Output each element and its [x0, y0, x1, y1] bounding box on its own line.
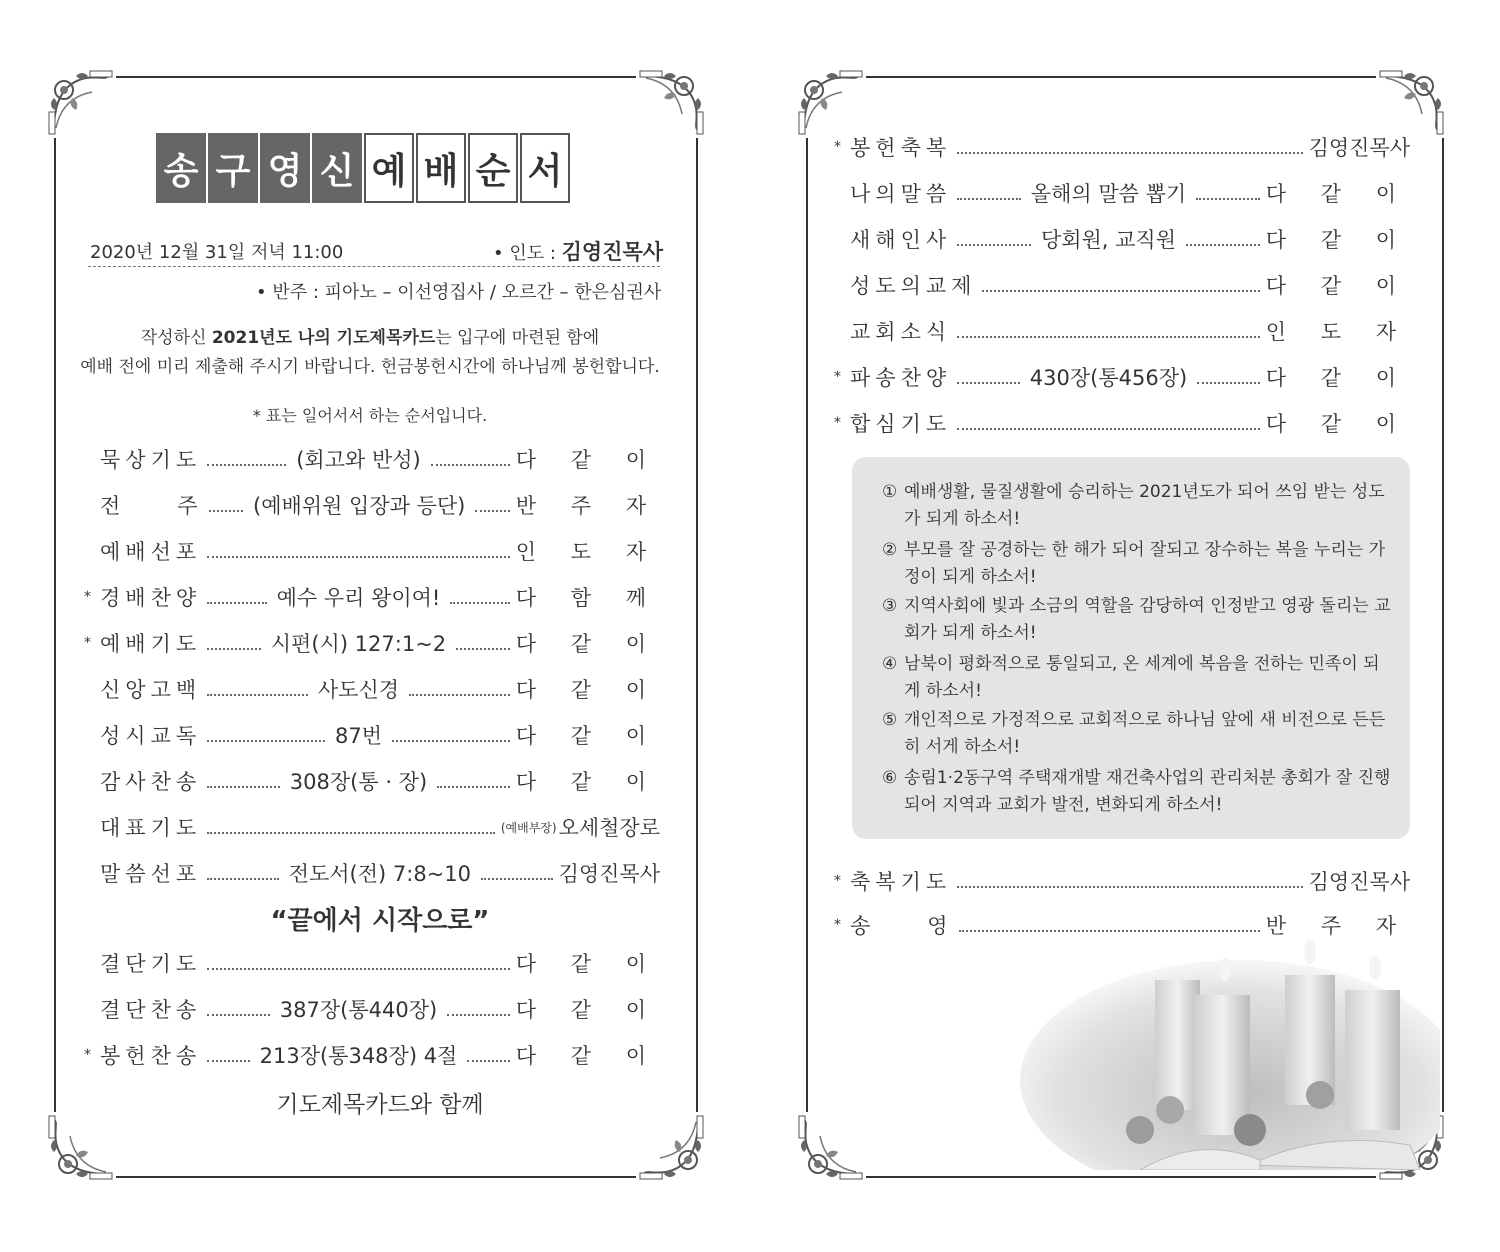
prayer-text: 개인적으로 가정적으로 교회적으로 하나님 앞에 새 비전으로 든든히 서게 하소서!	[904, 710, 1386, 757]
order-detail: 올해의 말씀 뽑기	[1030, 182, 1187, 206]
prayer-item	[882, 537, 1392, 591]
order-row	[84, 948, 660, 978]
service-leader	[493, 236, 663, 266]
dot-leader	[207, 968, 510, 970]
order-detail: 387장(통440장)	[279, 998, 438, 1022]
order-leader: 김영진목사	[558, 862, 661, 886]
stand-marker: *	[834, 415, 841, 431]
notice-bold: 2021년도 나의 기도제목카드	[211, 328, 436, 348]
title-char: 배	[416, 133, 466, 203]
dot-leader	[957, 382, 1020, 384]
dot-leader	[207, 464, 286, 466]
corner-ornament	[636, 1112, 706, 1182]
dot-leader	[392, 740, 510, 742]
order-leader: 다 같 이	[1265, 228, 1411, 252]
dot-leader	[207, 740, 325, 742]
order-row	[84, 444, 660, 474]
order-label: 경배찬양	[100, 586, 202, 610]
order-leader: 다 같 이	[1265, 412, 1410, 436]
prayer-item	[882, 707, 1392, 761]
dot-leader	[1196, 198, 1260, 200]
order-label: 예배선포	[100, 540, 202, 564]
dot-leader	[207, 602, 266, 604]
stand-note: * 표는 일어서서 하는 순서입니다.	[252, 406, 488, 425]
candle-illustration	[1020, 930, 1440, 1170]
stand-marker: *	[84, 1047, 91, 1063]
stand-marker: *	[834, 917, 841, 933]
order-leader: 반 주 자	[515, 494, 661, 518]
order-label: 합심기도	[850, 412, 952, 436]
order-label: 전 주	[100, 494, 203, 518]
order-leader: 다 같 이	[515, 632, 660, 656]
candle	[1195, 995, 1250, 1135]
order-row	[84, 720, 660, 750]
order-detail: 213장(통348장) 4절	[259, 1044, 458, 1068]
prayer-item	[882, 651, 1392, 705]
order-leader: 다 같 이	[515, 770, 661, 794]
prayer-number: ②	[882, 540, 898, 560]
card-notice-line2: 예배 전에 미리 제출해 주시기 바랍니다. 헌금봉헌시간에 하나님께 봉헌합니다.	[80, 357, 660, 377]
order-leader: 다 같 이	[515, 998, 661, 1022]
stand-marker: *	[84, 635, 91, 651]
order-leader: 다 같 이	[515, 678, 660, 702]
order-row	[84, 858, 660, 888]
order-row	[834, 132, 1410, 162]
order-detail: 87번	[334, 724, 382, 748]
stand-marker: *	[84, 589, 91, 605]
dot-leader	[437, 786, 510, 788]
title-char: 순	[468, 133, 518, 203]
bulletin-title	[156, 133, 570, 203]
order-row	[834, 866, 1410, 896]
prayer-number: ⑥	[882, 768, 898, 788]
order-leader: 다 같 이	[515, 724, 661, 748]
order-leader: 인 도 자	[515, 540, 660, 564]
prayer-text: 부모를 잘 공경하는 한 해가 되어 잘되고 장수하는 복을 누리는 가정이 되게 하소서!	[904, 540, 1386, 587]
divider	[88, 266, 660, 267]
dot-leader	[957, 886, 1302, 888]
order-detail: 전도서(전) 7:8~10	[288, 862, 472, 886]
title-char: 신	[312, 133, 362, 203]
corner-ornament	[1376, 68, 1446, 138]
order-row	[84, 1040, 660, 1070]
order-label: 축복기도	[850, 870, 952, 894]
service-datetime: 2020년 12월 31일 저녁 11:00	[90, 242, 344, 263]
order-label: 송 영	[850, 914, 953, 938]
order-leader: 다 함 께	[515, 586, 660, 610]
order-row	[84, 812, 660, 842]
dot-leader	[957, 152, 1302, 154]
dot-leader	[982, 290, 1259, 292]
title-char: 송	[156, 133, 206, 203]
title-char: 예	[364, 133, 414, 203]
leader-name: 김영진목사	[561, 240, 664, 264]
corner-ornament	[796, 1112, 866, 1182]
order-leader: 오세철장로	[558, 816, 660, 840]
order-leader: 김영진목사	[1308, 870, 1410, 894]
order-row	[834, 270, 1410, 300]
title-char: 영	[260, 133, 310, 203]
prayer-number: ⑤	[882, 710, 898, 730]
order-leader: 다 같 이	[1265, 366, 1411, 390]
dot-leader	[475, 510, 509, 512]
order-leader: 반 주 자	[1265, 914, 1410, 938]
dot-leader	[450, 602, 509, 604]
order-row	[84, 536, 660, 566]
order-row	[84, 582, 660, 612]
order-detail: 시편(시) 127:1~2	[270, 632, 447, 656]
order-label: 신앙고백	[100, 678, 202, 702]
leader-label: • 인도 :	[493, 243, 556, 264]
order-label: 말씀선포	[100, 862, 202, 886]
order-label: 봉헌축복	[850, 136, 952, 160]
order-detail: 예수 우리 왕이여!	[276, 586, 441, 610]
dot-leader	[481, 878, 553, 880]
order-detail: (회고와 반성)	[296, 448, 421, 472]
dot-leader	[456, 648, 510, 650]
title-char: 서	[520, 133, 570, 203]
notice-text: 작성하신	[140, 328, 212, 348]
stand-marker: *	[834, 873, 841, 889]
dot-leader	[207, 832, 495, 834]
order-label: 결단찬송	[100, 998, 202, 1022]
prayer-item	[882, 593, 1392, 647]
order-label: 봉헌찬송	[100, 1044, 202, 1068]
dot-leader	[431, 464, 510, 466]
order-row	[834, 178, 1410, 208]
dot-leader	[957, 336, 1260, 338]
candle	[1345, 990, 1400, 1130]
dot-leader	[207, 694, 308, 696]
order-leader: 다 같 이	[515, 1044, 661, 1068]
prayer-number: ①	[882, 482, 898, 502]
card-notice-line1	[60, 323, 680, 348]
order-detail: (예배위원 입장과 등단)	[253, 494, 466, 518]
order-row	[84, 994, 660, 1024]
order-detail: 사도신경	[317, 678, 400, 702]
order-leader: 인 도 자	[1265, 320, 1410, 344]
corner-ornament	[796, 68, 866, 138]
order-label: 성도의교제	[850, 274, 977, 298]
order-label: 새해인사	[850, 228, 952, 252]
dot-leader	[207, 556, 510, 558]
order-label: 결단기도	[100, 952, 202, 976]
dot-leader	[207, 1014, 270, 1016]
dot-leader	[207, 878, 279, 880]
stand-marker: *	[834, 139, 841, 155]
order-row	[84, 628, 660, 658]
prayer-text: 지역사회에 빛과 소금의 역할을 감당하여 인정받고 영광 돌리는 교회가 되게 하소서!	[904, 596, 1391, 643]
title-char: 구	[208, 133, 258, 203]
prayer-text: 남북이 평화적으로 통일되고, 온 세계에 복음을 전하는 민족이 되게 하소서!	[904, 654, 1380, 701]
corner-ornament	[636, 68, 706, 138]
order-detail: 당회원, 교직원	[1040, 228, 1177, 252]
order-leader: 다 같 이	[515, 952, 660, 976]
order-row	[834, 316, 1410, 346]
corner-ornament	[46, 68, 116, 138]
order-leader: 다 같 이	[1265, 274, 1410, 298]
order-label: 예배기도	[100, 632, 202, 656]
order-row	[84, 766, 660, 796]
order-leader: 김영진목사	[1308, 136, 1410, 160]
candle	[1155, 980, 1200, 1110]
order-label: 성시교독	[100, 724, 202, 748]
dot-leader	[207, 786, 280, 788]
order-label: 교회소식	[850, 320, 952, 344]
dot-leader	[207, 1060, 249, 1062]
dot-leader	[1186, 244, 1260, 246]
dot-leader	[467, 1060, 509, 1062]
prayer-box	[852, 457, 1410, 839]
dot-leader	[957, 428, 1260, 430]
order-row	[834, 408, 1410, 438]
dot-leader	[957, 244, 1031, 246]
order-row	[84, 490, 660, 520]
order-leader: 다 같 이	[1265, 182, 1411, 206]
prayer-text: 예배생활, 물질생활에 승리하는 2021년도가 되어 쓰임 받는 성도가 되게 하소서!	[904, 482, 1385, 529]
order-label: 묵상기도	[100, 448, 202, 472]
stand-marker: *	[834, 369, 841, 385]
prayer-number: ④	[882, 654, 898, 674]
order-detail: 430장(통456장)	[1029, 366, 1188, 390]
dot-leader	[209, 510, 243, 512]
prayer-text: 송림1·2동구역 주택재개발 재건축사업의 관리처분 총회가 잘 진행되어 지역과 교회가 발전, 변화되게 하소서!	[904, 768, 1391, 815]
order-leader: 다 같 이	[515, 448, 660, 472]
prayer-item	[882, 479, 1392, 533]
dot-leader	[409, 694, 510, 696]
notice-text: 는 입구에 마련된 함에	[435, 328, 600, 348]
prayer-number: ③	[882, 596, 898, 616]
order-row	[834, 224, 1410, 254]
order-label: 파송찬양	[850, 366, 952, 390]
sermon-title: “끝에서 시작으로”	[270, 906, 490, 936]
dot-leader	[1197, 382, 1260, 384]
corner-ornament	[46, 1112, 116, 1182]
order-row	[84, 674, 660, 704]
dot-leader	[957, 198, 1021, 200]
closing-text: 기도제목카드와 함께	[276, 1092, 484, 1118]
order-label: 대표기도	[100, 816, 202, 840]
dot-leader	[207, 648, 261, 650]
leader-role: (예배부장)	[500, 820, 557, 835]
prayer-item	[882, 765, 1392, 819]
dot-leader	[447, 1014, 510, 1016]
order-label: 감사찬송	[100, 770, 202, 794]
order-row	[834, 362, 1410, 392]
order-detail: 308장(통 · 장)	[289, 770, 428, 794]
accompaniment: • 반주 : 피아노 – 이선영집사 / 오르간 – 한은심권사	[256, 282, 662, 303]
order-label: 나의말씀	[850, 182, 952, 206]
